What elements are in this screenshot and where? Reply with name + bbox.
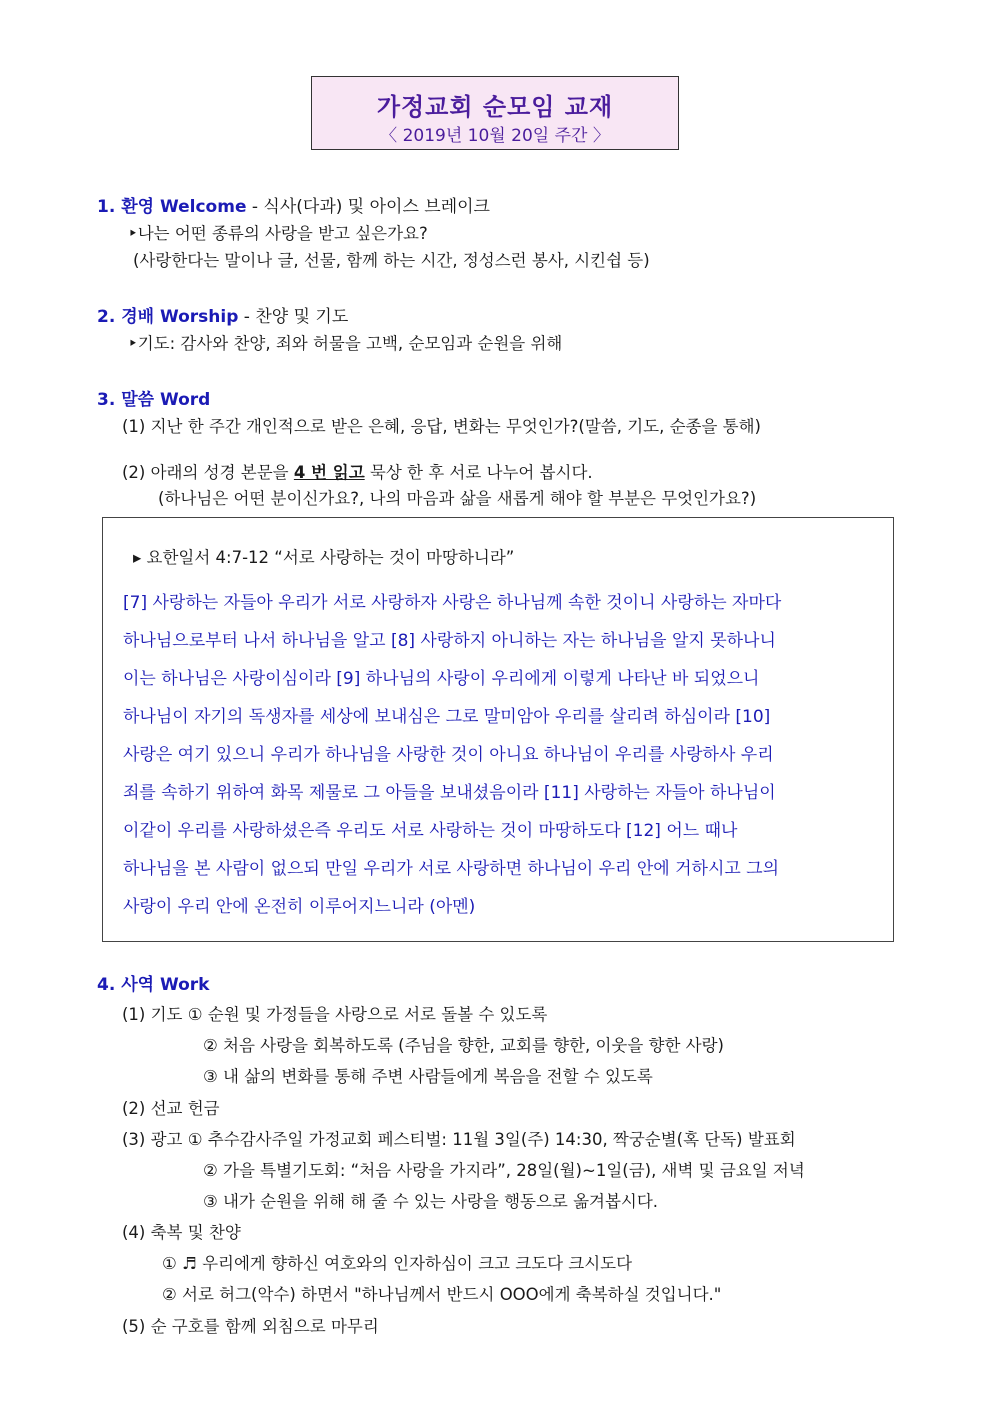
word-question-2-sub: (하나님은 어떤 분이신가요?, 나의 마음과 삶을 새롭게 해야 할 부분은 무엇인가요?) bbox=[158, 489, 757, 508]
work-blessing-hug: ② 서로 허그(악수) 하면서 "하나님께서 반드시 OOO에게 축복하실 것입니다." bbox=[162, 1285, 722, 1304]
word-question-2-pre: (2) 아래의 성경 본문을 bbox=[122, 463, 294, 482]
work-announcement-2: ② 가을 특별기도회: “처음 사랑을 가지라”, 28일(월)~1일(금), 새벽 및 금요일 저녁 bbox=[203, 1161, 805, 1180]
section-welcome-title: 1. 환영 Welcome bbox=[97, 197, 247, 217]
section-word-heading: 3. 말씀 Word bbox=[97, 390, 211, 410]
word-question-2-post: 묵상 한 후 서로 나누어 봅시다. bbox=[364, 463, 593, 482]
scripture-line: 하나님으로부터 나서 하나님을 알고 [8] 사랑하지 아니하는 자는 하나님을 알지 못하나니 bbox=[123, 631, 776, 651]
section-worship-title: 2. 경배 Worship bbox=[97, 307, 239, 327]
section-work-heading: 4. 사역 Work bbox=[97, 975, 210, 995]
work-closing: (5) 순 구호를 함께 외침으로 마무리 bbox=[122, 1317, 379, 1336]
scripture-line: 죄를 속하기 위하여 화목 제물로 그 아들을 보내셨음이라 [11] 사랑하는 자들아 하나님이 bbox=[123, 783, 776, 803]
welcome-examples: (사랑한다는 말이나 글, 선물, 함께 하는 시간, 정성스런 봉사, 시킨쉽 등) bbox=[133, 251, 650, 270]
scripture-reference: ▸ 요한일서 4:7-12 “서로 사랑하는 것이 마땅하니라” bbox=[133, 548, 515, 567]
scripture-line: 이같이 우리를 사랑하셨은즉 우리도 서로 사랑하는 것이 마땅하도다 [12] 어느 때나 bbox=[123, 821, 738, 841]
scripture-line: 사랑은 여기 있으니 우리가 하나님을 사랑한 것이 아니요 하나님이 우리를 사랑하사 우리 bbox=[123, 745, 774, 765]
document-date: 〈 2019년 10월 20일 주간 〉 bbox=[380, 126, 610, 146]
word-question-2 bbox=[122, 459, 593, 483]
scripture-line: 하나님이 자기의 독생자를 세상에 보내심은 그로 말미암아 우리를 살리려 하심이라 [10] bbox=[123, 707, 771, 727]
work-prayer-2: ② 처음 사랑을 회복하도록 (주님을 향한, 교회를 향한, 이웃을 향한 사랑) bbox=[203, 1036, 724, 1055]
section-worship-desc: - 찬양 및 기도 bbox=[238, 307, 349, 327]
scripture-box bbox=[102, 517, 894, 942]
worship-prayer: ‣기도: 감사와 찬양, 죄와 허물을 고백, 순모임과 순원을 위해 bbox=[128, 334, 563, 353]
scripture-line: 하나님을 본 사람이 없으되 만일 우리가 서로 사랑하면 하나님이 우리 안에 거하시고 그의 bbox=[123, 859, 780, 879]
word-question-1: (1) 지난 한 주간 개인적으로 받은 은혜, 응답, 변화는 무엇인가?(말씀, 기도, 순종을 통해) bbox=[122, 417, 761, 436]
work-blessing-song: ① ♬ 우리에게 향하신 여호와의 인자하심이 크고 크도다 크시도다 bbox=[162, 1254, 633, 1273]
scripture-line: [7] 사랑하는 자들아 우리가 서로 사랑하자 사랑은 하나님께 속한 것이니 사랑하는 자마다 bbox=[123, 593, 782, 613]
welcome-question: ‣나는 어떤 종류의 사랑을 받고 싶은가요? bbox=[128, 224, 428, 243]
work-offering: (2) 선교 헌금 bbox=[122, 1099, 220, 1118]
title-box bbox=[311, 76, 679, 150]
scripture-line: 사랑이 우리 안에 온전히 이루어지느니라 (아멘) bbox=[123, 897, 476, 917]
section-welcome-heading bbox=[97, 192, 490, 217]
section-welcome-desc: - 식사(다과) 및 아이스 브레이크 bbox=[246, 197, 490, 217]
scripture-line: 이는 하나님은 사랑이심이라 [9] 하나님의 사랑이 우리에게 이렇게 나타난 바 되었으니 bbox=[123, 669, 760, 689]
document-title: 가정교회 순모임 교재 bbox=[376, 93, 614, 121]
work-prayer-3: ③ 내 삶의 변화를 통해 주변 사람들에게 복음을 전할 수 있도록 bbox=[203, 1067, 653, 1086]
work-announcement-3: ③ 내가 순원을 위해 해 줄 수 있는 사랑을 행동으로 옮겨봅시다. bbox=[203, 1192, 659, 1211]
work-prayer-1: (1) 기도 ① 순원 및 가정들을 사랑으로 서로 돌볼 수 있도록 bbox=[122, 1005, 548, 1024]
work-blessing: (4) 축복 및 찬양 bbox=[122, 1223, 241, 1242]
word-question-2-emphasis: 4 번 읽고 bbox=[293, 463, 365, 482]
work-announcement-1: (3) 광고 ① 추수감사주일 가정교회 페스티벌: 11월 3일(주) 14:30, 짝궁순별(혹 단독) 발표회 bbox=[122, 1130, 796, 1149]
section-worship-heading bbox=[97, 302, 348, 327]
